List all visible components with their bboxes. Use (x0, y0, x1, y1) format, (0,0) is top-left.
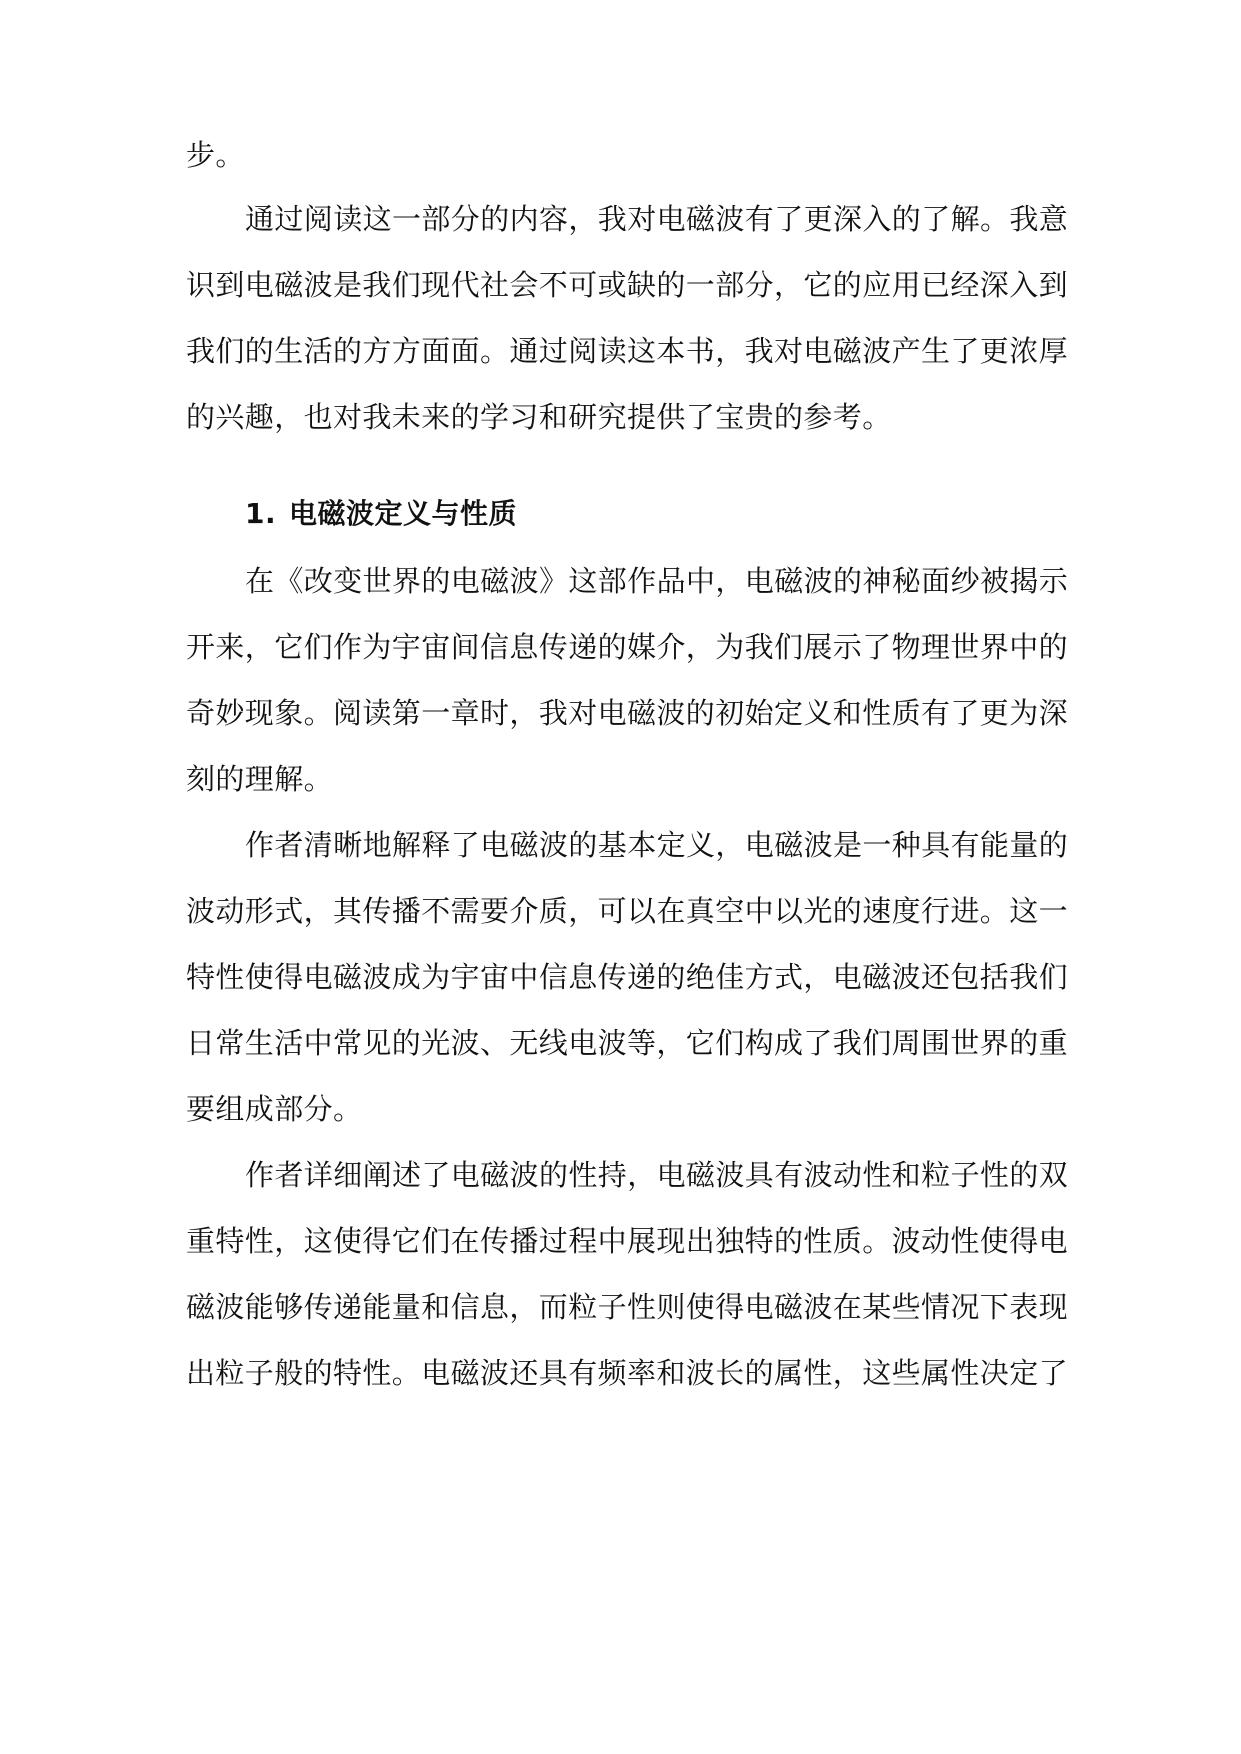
text-line: 作者清晰地解释了电磁波的基本定义，电磁波是一种具有能量的 (245, 828, 1069, 862)
text-line: 日常生活中常见的光波、无线电波等，它们构成了我们周围世界的重 (186, 1026, 1069, 1060)
text-line: 奇妙现象。阅读第一章时，我对电磁波的初始定义和性质有了更为深 (186, 696, 1069, 730)
text-line: 开来，它们作为宇宙间信息传递的媒介，为我们展示了物理世界中的 (186, 630, 1069, 664)
text-line: 识到电磁波是我们现代社会不可或缺的一部分，它的应用已经深入到 (186, 268, 1069, 302)
text-line: 波动形式，其传播不需要介质，可以在真空中以光的速度行进。这一 (186, 894, 1069, 928)
text-line: 的兴趣，也对我未来的学习和研究提供了宝贵的参考。 (186, 400, 892, 434)
text-line: 磁波能够传递能量和信息，而粒子性则使得电磁波在某些情况下表现 (186, 1290, 1069, 1324)
section-heading (245, 496, 517, 532)
text-line: 特性使得电磁波成为宇宙中信息传递的绝佳方式，电磁波还包括我们 (186, 960, 1069, 994)
text-line: 刻的理解。 (186, 762, 334, 796)
text-line: 要组成部分。 (186, 1092, 363, 1126)
text-line: 我们的生活的方方面面。通过阅读这本书，我对电磁波产生了更浓厚 (186, 334, 1069, 368)
section-title: 电磁波定义与性质 (289, 497, 518, 530)
text-line: 在《改变世界的电磁波》这部作品中，电磁波的神秘面纱被揭示 (245, 564, 1069, 598)
text-line: 步。 (186, 138, 245, 172)
section-number: 1. (245, 497, 277, 530)
text-line: 作者详细阐述了电磁波的性持，电磁波具有波动性和粒子性的双 (245, 1158, 1069, 1192)
text-line: 出粒子般的特性。电磁波还具有频率和波长的属性，这些属性决定了 (186, 1356, 1069, 1390)
text-line: 重特性，这使得它们在传播过程中展现出独特的性质。波动性使得电 (186, 1224, 1069, 1258)
text-line: 通过阅读这一部分的内容，我对电磁波有了更深入的了解。我意 (245, 202, 1069, 236)
